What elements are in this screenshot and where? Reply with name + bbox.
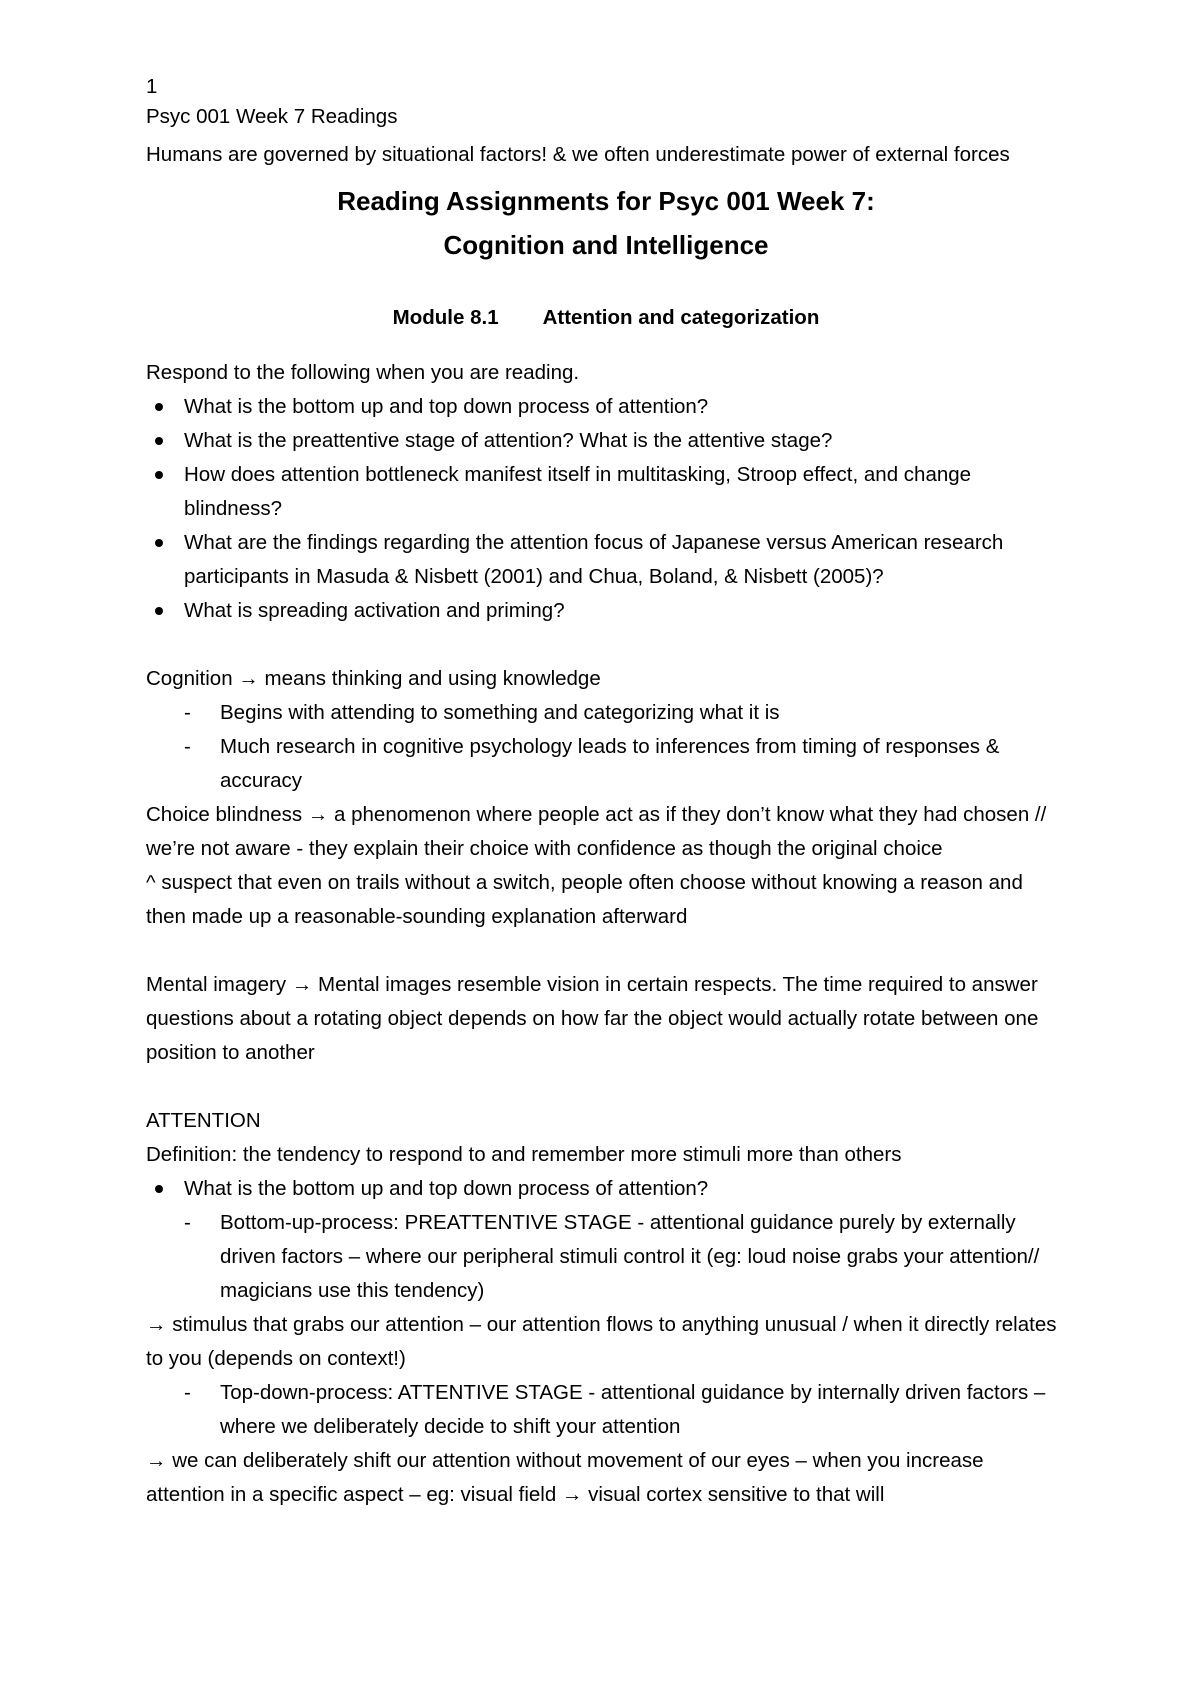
module-number: Module 8.1: [392, 306, 499, 329]
document-page: [146, 72, 1066, 1512]
document-header: Psyc 001 Week 7 Readings: [146, 105, 398, 128]
list-item: What is the bottom up and top down process of attention?: [146, 1172, 1066, 1206]
arrow-right-icon: →: [561, 1482, 583, 1506]
top-down-note-text-b: visual cortex sensitive to that will: [588, 1482, 885, 1506]
cognition-term: Cognition: [146, 666, 233, 690]
arrow-right-icon: →: [146, 1448, 167, 1472]
respond-prompt: Respond to the following when you are reading.: [146, 360, 580, 384]
cognition-definition: [146, 662, 1066, 696]
bottom-up-list: [146, 1206, 1066, 1308]
choice-blindness-definition: [146, 798, 1066, 866]
attention-question-list: [146, 1172, 1066, 1206]
arrow-right-icon: →: [238, 666, 259, 690]
module-name: Attention and categorization: [542, 306, 820, 329]
arrow-right-icon: →: [307, 802, 329, 826]
attention-heading: ATTENTION: [146, 1108, 261, 1132]
list-item: What is spreading activation and priming?: [146, 594, 1066, 628]
arrow-right-icon: →: [146, 1312, 167, 1336]
bottom-up-note-text: stimulus that grabs our attention – our attention flows to anything unusual / when it directly relates to you (depends on context!): [146, 1312, 1057, 1370]
list-item: - Begins with attending to something and categorizing what it is: [184, 696, 1066, 730]
mental-imagery-text: Mental images resemble vision in certain respects. The time required to answer questions about a rotating object depends on how far the object would actually rotate between one position to another: [146, 972, 1039, 1064]
arrow-right-icon: →: [291, 972, 313, 996]
mental-imagery-term: Mental imagery: [146, 972, 287, 996]
choice-blindness-text: a phenomenon where people act as if they don’t know what they had chosen // we’re not aware - they explain their choice with confidence as though the original choice: [146, 802, 1047, 860]
cognition-text: means thinking and using knowledge: [264, 666, 601, 690]
page-title: Reading Assignments for Psyc 001 Week 7:: [337, 186, 875, 216]
question-list: [146, 390, 1066, 628]
list-item: What is the bottom up and top down process of attention?: [146, 390, 1066, 424]
mental-imagery-definition: [146, 968, 1066, 1070]
bottom-up-note: [146, 1308, 1066, 1376]
top-down-note-text-a: we can deliberately shift our attention without movement of our eyes – when you increase attention in a specific aspect – eg: visual field: [146, 1448, 984, 1506]
list-item: - Much research in cognitive psychology leads to inferences from timing of responses & accuracy: [184, 730, 1066, 798]
cognition-points: [146, 696, 1066, 798]
choice-blindness-term: Choice blindness: [146, 802, 303, 826]
list-item: How does attention bottleneck manifest itself in multitasking, Stroop effect, and change blindness?: [146, 458, 1066, 526]
top-down-note: [146, 1444, 1066, 1512]
page-number: 1: [146, 75, 158, 98]
top-down-list: [146, 1376, 1066, 1444]
list-item: - Bottom-up-process: PREATTENTIVE STAGE - attentional guidance purely by externally driven factors – where our peripheral stimuli control it (eg: loud noise grabs your attention// magicians use this tendency): [184, 1206, 1066, 1308]
intro-note: Humans are governed by situational factors! & we often underestimate power of external forces: [146, 143, 1010, 166]
list-item: What are the findings regarding the attention focus of Japanese versus American research participants in Masuda & Nisbett (2001) and Chua, Boland, & Nisbett (2005)?: [146, 526, 1066, 594]
list-item: What is the preattentive stage of attention? What is the attentive stage?: [146, 424, 1066, 458]
page-subtitle: Cognition and Intelligence: [443, 230, 769, 260]
attention-definition: Definition: the tendency to respond to and remember more stimuli more than others: [146, 1142, 902, 1166]
list-item: - Top-down-process: ATTENTIVE STAGE - attentional guidance by internally driven factors – where we deliberately decide to shift your attention: [184, 1376, 1066, 1444]
choice-blindness-note: ^ suspect that even on trails without a switch, people often choose without knowing a reason and then made up a reasonable-sounding explanation afterward: [146, 870, 1023, 928]
module-heading: [146, 301, 1066, 335]
